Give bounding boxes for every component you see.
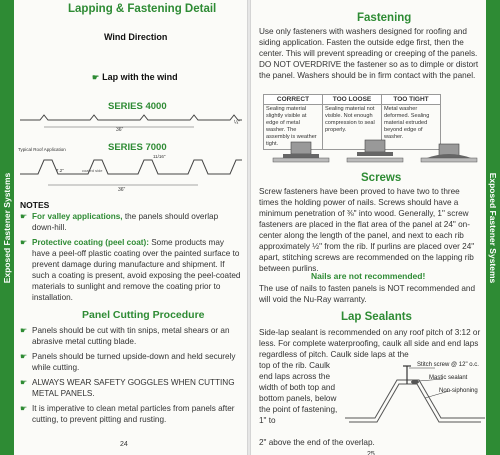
table-header: TOO TIGHT <box>382 95 441 105</box>
cutting-text: It is imperative to clean metal particles from panels after cutting, to prevent pitting and rusting. <box>32 404 235 424</box>
left-sidebar-tab <box>0 0 14 455</box>
series-7000-height: 11/16" <box>153 154 166 159</box>
screws-text: Screw fasteners have been proved to have two to three times the holding power of nails. Screws should have a minimum penetration of ⅜" into wood. Generally, 1" screw fasteners are placed in the flat area of the panel at 24" on-center along the length of the panel, and next to each rib approximately ½" from the rib. If purlins are placed over 24" apart, stitching screws are recommended on the lapping rib between purlins. <box>259 187 475 273</box>
right-sidebar-label: Exposed Fastener Systems <box>488 172 498 283</box>
note-text: the panels should overlap down-hill. <box>32 212 219 232</box>
nails-warning: Nails are not recommended! <box>311 271 426 281</box>
pointer-icon: ☛ <box>20 238 28 247</box>
series-7000-width: 36" <box>118 187 126 192</box>
lap-with-wind <box>92 72 178 82</box>
lap-sealant-diagram <box>345 358 485 434</box>
fastening-text: Use only fasteners with washers designed for roofing and siding application. Fasten the outside edge first, then the center. This will prevent spreading or creeping of the panels. DO NOT OVERDRIVE the fastener so as to dimple or distort the panel. Washers should be in firm contact with the panel. <box>259 27 479 80</box>
notes-title: NOTES <box>20 200 50 210</box>
cutting-item <box>20 351 242 373</box>
stitch-screw-label: Stitch screw @ 12" o.c. <box>417 362 479 368</box>
nails-text: The use of nails to fasten panels is NOT recommended and will void the Nu-Ray warranty. <box>259 284 476 304</box>
cutting-text: ALWAYS WEAR SAFETY GOGGLES WHEN CUTTING METAL PANELS. <box>32 378 235 398</box>
note-item <box>20 211 242 233</box>
lap-text-end: 2" above the end of the overlap. <box>259 438 375 447</box>
cutting-title: Panel Cutting Procedure <box>82 309 205 321</box>
cutting-item <box>20 377 242 399</box>
tight-washer-icon <box>421 144 477 162</box>
series-4000-width: 36" <box>116 127 124 133</box>
pointer-icon: ☛ <box>20 326 28 335</box>
series-7000-pitch: 7.2" <box>56 168 64 173</box>
wind-direction-label: Wind Direction <box>104 32 168 42</box>
series-7000-diagram <box>20 152 242 192</box>
screws-title: Screws <box>361 172 402 184</box>
left-page <box>0 0 247 455</box>
typical-roof-label: Typical Roof Application <box>18 147 66 152</box>
note-lead: For valley applications, <box>32 212 123 221</box>
right-page-number: 25 <box>367 451 375 455</box>
lap-with-wind-label: Lap with the wind <box>102 72 178 82</box>
fastening-title: Fastening <box>357 12 412 24</box>
non-siphoning-label: Non-siphoning <box>439 388 478 394</box>
pointer-icon: ☛ <box>20 404 28 413</box>
cutting-text: Panels should be cut with tin snips, metal shears or an abrasive metal cutting blade. <box>32 326 230 346</box>
table-cell: Sealing material not visible. Not enough compression to seal properly. <box>323 105 382 150</box>
pointer-icon: ☛ <box>20 352 28 361</box>
loose-washer-icon <box>347 140 403 162</box>
cutting-list <box>20 325 242 429</box>
series-7000-title: SERIES 7000 <box>108 142 167 153</box>
series-7000-coating: coated side <box>82 168 103 173</box>
table-cell: Sealing material slightly visible at edge of metal washer. The assembly is weather tight. <box>264 105 323 150</box>
lap-sealants-title: Lap Sealants <box>341 311 412 323</box>
left-sidebar-label: Exposed Fastener Systems <box>2 172 12 283</box>
note-item <box>20 237 242 303</box>
table-header: TOO LOOSE <box>323 95 382 105</box>
mastic-sealant-label: Mastic sealant <box>429 375 468 381</box>
note-text: Some products may have a peel-off plastic coating over the painted surface to prevent damage during manufacture and shipment. If such a coating is present, avoid exposing the peel-coated materials to sunlight and remove the coating prior to installation. <box>32 238 241 302</box>
right-page <box>251 0 500 455</box>
washer-illustrations <box>263 138 485 168</box>
series-4000-title: SERIES 4000 <box>108 101 167 112</box>
table-header: CORRECT <box>264 95 323 105</box>
correct-washer-icon <box>273 142 329 162</box>
series-4000-tick: ¼" <box>234 120 240 126</box>
right-sidebar-tab <box>486 0 500 455</box>
pointer-icon: ☛ <box>20 212 28 221</box>
pointer-icon: ☛ <box>92 73 100 82</box>
left-page-number: 24 <box>120 441 128 448</box>
cutting-item <box>20 325 242 347</box>
pointer-icon: ☛ <box>20 378 28 387</box>
notes-list <box>20 211 242 307</box>
series-4000-diagram <box>20 112 242 136</box>
lapping-title: Lapping & Fastening Detail <box>68 3 217 15</box>
lap-text-narrow: top of the rib. Caulk end laps across the width of both top and bottom panels, below the point of fastening, 1" to <box>259 361 338 425</box>
note-lead: Protective coating (peel coat): <box>32 238 149 247</box>
cutting-text: Panels should be turned upside-down and held securely while cutting. <box>32 352 236 372</box>
cutting-item <box>20 403 242 425</box>
table-cell: Metal washer deformed. Sealing material extruded beyond edge of washer. <box>382 105 441 150</box>
lap-text-full: Side-lap sealant is recommended on any roof pitch of 3:12 or less. For complete waterproofing, caulk all side and end laps regardless of pitch. Caulk side laps at the <box>259 328 481 359</box>
